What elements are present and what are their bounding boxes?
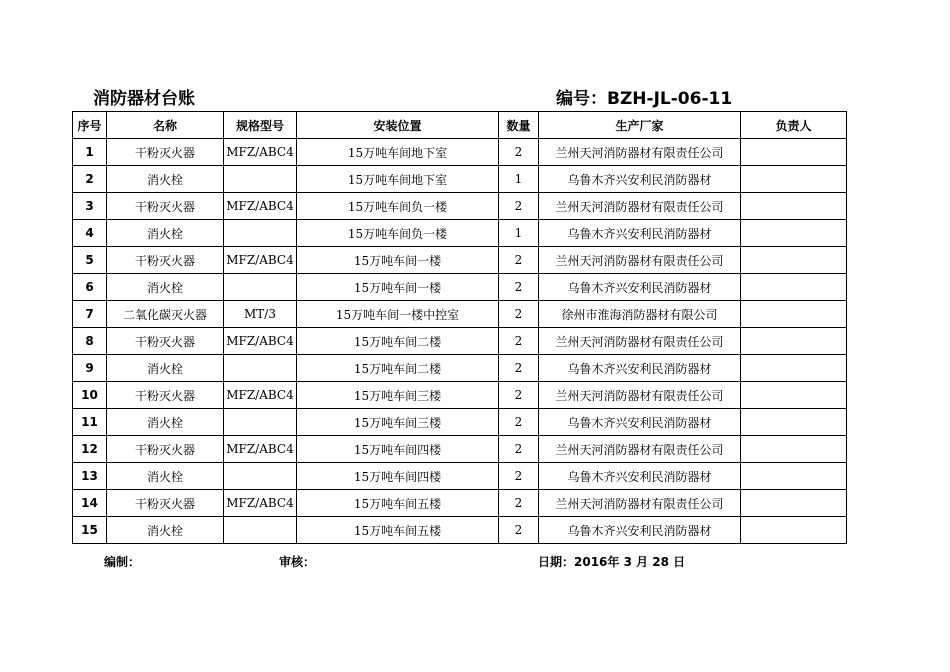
cell-name: 干粉灭火器 (107, 193, 224, 220)
cell-location: 15万吨车间四楼 (297, 436, 499, 463)
table-row (73, 490, 847, 517)
cell-index: 9 (73, 355, 107, 382)
cell-index: 4 (73, 220, 107, 247)
column-header-maker: 生产厂家 (539, 112, 741, 139)
cell-quantity: 2 (499, 355, 539, 382)
cell-index: 6 (73, 274, 107, 301)
cell-quantity: 2 (499, 139, 539, 166)
cell-location: 15万吨车间四楼 (297, 463, 499, 490)
cell-model: MFZ/ABC4 (224, 490, 297, 517)
cell-maker: 乌鲁木齐兴安利民消防器材 (539, 409, 741, 436)
table-row (73, 382, 847, 409)
cell-model (224, 166, 297, 193)
table-row (73, 301, 847, 328)
document-title: 消防器材台账 (93, 89, 195, 109)
cell-maker: 乌鲁木齐兴安利民消防器材 (539, 355, 741, 382)
document-number: 编号：BZH-JL-06-11 (556, 89, 733, 109)
cell-index: 3 (73, 193, 107, 220)
cell-quantity: 2 (499, 247, 539, 274)
cell-model: MT/3 (224, 301, 297, 328)
cell-location: 15万吨车间一楼 (297, 274, 499, 301)
cell-owner (741, 328, 847, 355)
column-header-owner: 负责人 (741, 112, 847, 139)
cell-owner (741, 139, 847, 166)
table-row (73, 355, 847, 382)
cell-model: MFZ/ABC4 (224, 139, 297, 166)
cell-name: 干粉灭火器 (107, 139, 224, 166)
cell-name: 干粉灭火器 (107, 382, 224, 409)
cell-index: 12 (73, 436, 107, 463)
cell-index: 1 (73, 139, 107, 166)
cell-index: 15 (73, 517, 107, 544)
cell-model: MFZ/ABC4 (224, 382, 297, 409)
cell-quantity: 2 (499, 328, 539, 355)
table-row (73, 220, 847, 247)
column-header-quantity: 数量 (499, 112, 539, 139)
cell-maker: 乌鲁木齐兴安利民消防器材 (539, 166, 741, 193)
cell-maker: 乌鲁木齐兴安利民消防器材 (539, 274, 741, 301)
table-row (73, 328, 847, 355)
cell-name: 干粉灭火器 (107, 436, 224, 463)
cell-name: 消火栓 (107, 517, 224, 544)
cell-index: 11 (73, 409, 107, 436)
cell-location: 15万吨车间一楼中控室 (297, 301, 499, 328)
cell-name: 消火栓 (107, 355, 224, 382)
cell-model: MFZ/ABC4 (224, 328, 297, 355)
cell-quantity: 1 (499, 220, 539, 247)
cell-index: 5 (73, 247, 107, 274)
cell-owner (741, 409, 847, 436)
cell-quantity: 2 (499, 193, 539, 220)
cell-quantity: 1 (499, 166, 539, 193)
cell-owner (741, 301, 847, 328)
prepared-by-label: 编制： (104, 555, 141, 569)
cell-name: 消火栓 (107, 274, 224, 301)
cell-location: 15万吨车间一楼 (297, 247, 499, 274)
column-header-index: 序号 (73, 112, 107, 139)
cell-name: 干粉灭火器 (107, 490, 224, 517)
column-header-name: 名称 (107, 112, 224, 139)
cell-quantity: 2 (499, 382, 539, 409)
cell-quantity: 2 (499, 409, 539, 436)
cell-owner (741, 436, 847, 463)
cell-maker: 乌鲁木齐兴安利民消防器材 (539, 220, 741, 247)
table-body (73, 139, 847, 544)
column-header-model: 规格型号 (224, 112, 297, 139)
column-header-location: 安装位置 (297, 112, 499, 139)
cell-location: 15万吨车间五楼 (297, 517, 499, 544)
cell-quantity: 2 (499, 517, 539, 544)
cell-owner (741, 463, 847, 490)
cell-maker: 兰州天河消防器材有限责任公司 (539, 328, 741, 355)
table-row (73, 463, 847, 490)
cell-model (224, 355, 297, 382)
table-row (73, 247, 847, 274)
cell-quantity: 2 (499, 490, 539, 517)
cell-maker: 兰州天河消防器材有限责任公司 (539, 247, 741, 274)
cell-model (224, 409, 297, 436)
table-row (73, 517, 847, 544)
table-row (73, 193, 847, 220)
cell-index: 8 (73, 328, 107, 355)
cell-name: 消火栓 (107, 463, 224, 490)
cell-owner (741, 193, 847, 220)
table-row (73, 139, 847, 166)
cell-owner (741, 355, 847, 382)
cell-index: 14 (73, 490, 107, 517)
cell-maker: 乌鲁木齐兴安利民消防器材 (539, 463, 741, 490)
date-label: 日期：2016年 3 月 28 日 (538, 555, 686, 569)
cell-model (224, 274, 297, 301)
cell-name: 消火栓 (107, 220, 224, 247)
cell-model (224, 463, 297, 490)
cell-location: 15万吨车间负一楼 (297, 193, 499, 220)
cell-maker: 兰州天河消防器材有限责任公司 (539, 436, 741, 463)
cell-location: 15万吨车间二楼 (297, 355, 499, 382)
cell-owner (741, 220, 847, 247)
cell-quantity: 2 (499, 463, 539, 490)
cell-maker: 兰州天河消防器材有限责任公司 (539, 490, 741, 517)
cell-maker: 兰州天河消防器材有限责任公司 (539, 382, 741, 409)
cell-location: 15万吨车间地下室 (297, 139, 499, 166)
cell-index: 10 (73, 382, 107, 409)
cell-maker: 兰州天河消防器材有限责任公司 (539, 193, 741, 220)
cell-model: MFZ/ABC4 (224, 193, 297, 220)
cell-model (224, 220, 297, 247)
cell-owner (741, 247, 847, 274)
cell-model: MFZ/ABC4 (224, 247, 297, 274)
table-row (73, 436, 847, 463)
cell-model: MFZ/ABC4 (224, 436, 297, 463)
cell-name: 干粉灭火器 (107, 247, 224, 274)
cell-owner (741, 274, 847, 301)
cell-name: 消火栓 (107, 166, 224, 193)
table-row (73, 166, 847, 193)
cell-model (224, 517, 297, 544)
cell-quantity: 2 (499, 274, 539, 301)
table-header-row (73, 112, 847, 139)
cell-location: 15万吨车间三楼 (297, 382, 499, 409)
cell-owner (741, 517, 847, 544)
table-row (73, 274, 847, 301)
cell-quantity: 2 (499, 301, 539, 328)
cell-location: 15万吨车间三楼 (297, 409, 499, 436)
cell-name: 消火栓 (107, 409, 224, 436)
reviewed-by-label: 审核： (279, 555, 316, 569)
cell-maker: 乌鲁木齐兴安利民消防器材 (539, 517, 741, 544)
cell-owner (741, 382, 847, 409)
cell-location: 15万吨车间地下室 (297, 166, 499, 193)
cell-owner (741, 490, 847, 517)
cell-location: 15万吨车间二楼 (297, 328, 499, 355)
cell-index: 13 (73, 463, 107, 490)
cell-maker: 徐州市淮海消防器材有限公司 (539, 301, 741, 328)
cell-quantity: 2 (499, 436, 539, 463)
cell-name: 干粉灭火器 (107, 328, 224, 355)
table-row (73, 409, 847, 436)
fire-equipment-ledger-table (72, 111, 847, 544)
cell-maker: 兰州天河消防器材有限责任公司 (539, 139, 741, 166)
cell-name: 二氧化碳灭火器 (107, 301, 224, 328)
cell-owner (741, 166, 847, 193)
cell-location: 15万吨车间五楼 (297, 490, 499, 517)
cell-index: 7 (73, 301, 107, 328)
cell-location: 15万吨车间负一楼 (297, 220, 499, 247)
cell-index: 2 (73, 166, 107, 193)
